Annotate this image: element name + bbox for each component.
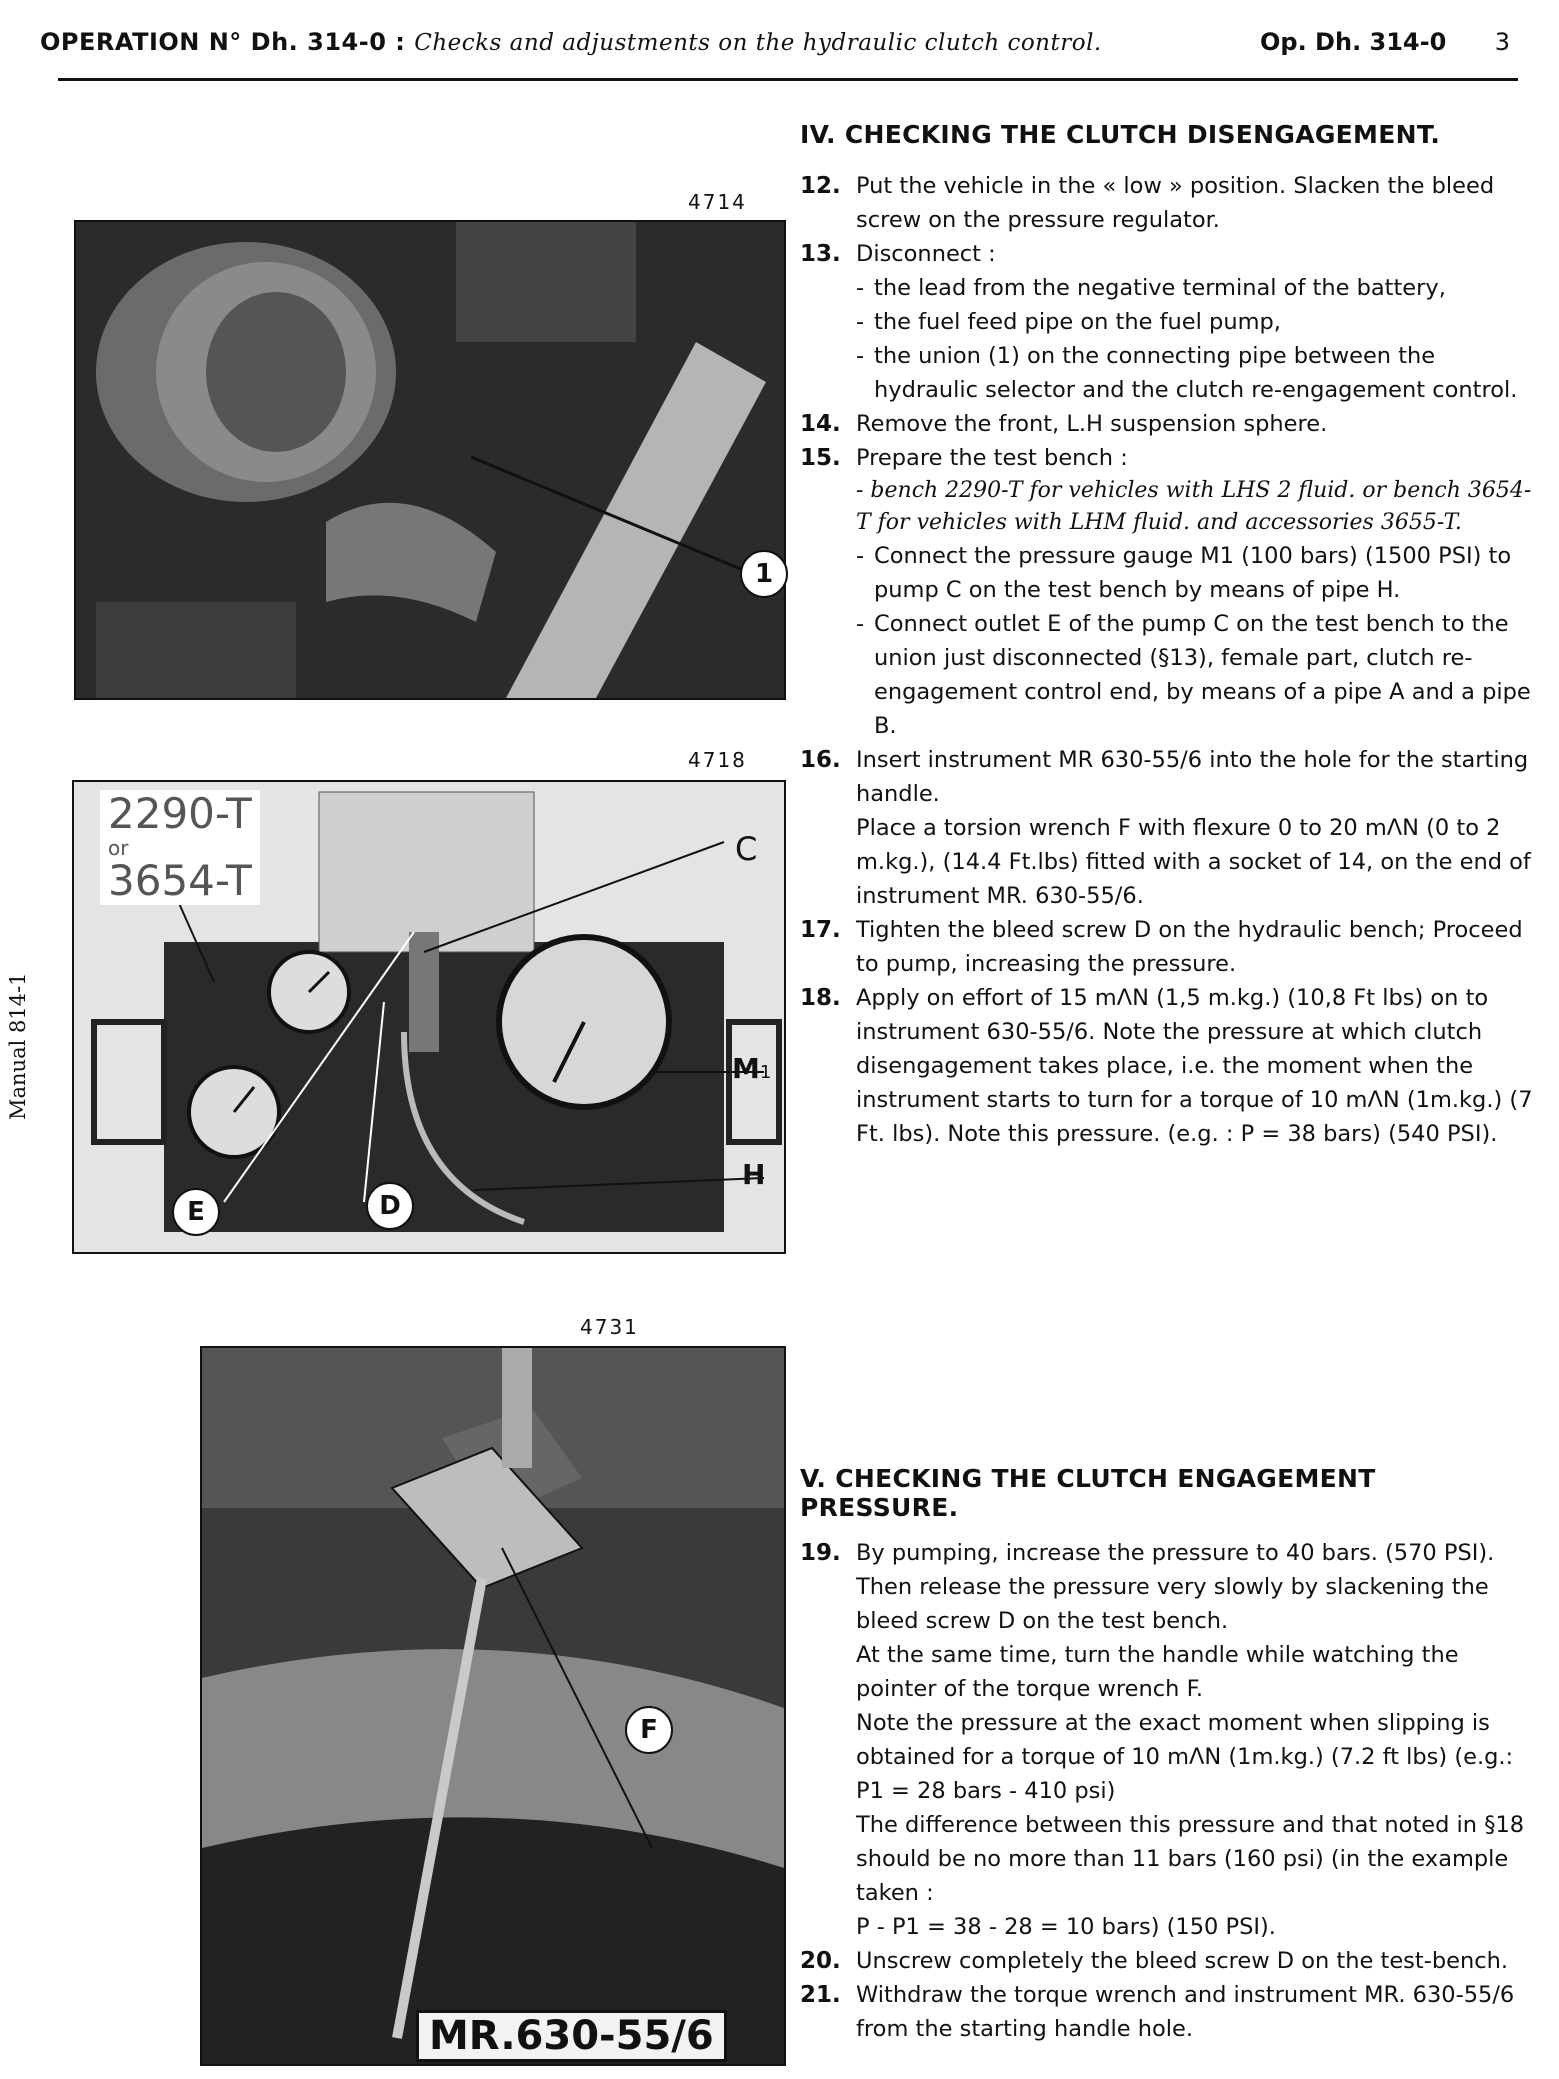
section-iv-heading: IV. CHECKING THE CLUTCH DISENGAGEMENT.	[800, 120, 1441, 149]
callout-d: D	[366, 1182, 414, 1230]
list-item: - the lead from the negative terminal of the battery,	[856, 275, 1446, 301]
callout-1: 1	[740, 550, 788, 598]
step-20	[800, 1944, 1540, 1978]
step-number: 16.	[800, 747, 841, 773]
label-h: H	[742, 1158, 766, 1191]
label-c: C	[735, 830, 758, 868]
step-number: 13.	[800, 241, 841, 267]
list-item-text: the fuel feed pipe on the fuel pump,	[874, 309, 1281, 335]
step-number: 21.	[800, 1982, 841, 2008]
step-16	[800, 743, 1540, 913]
bench-number-alt: 3654-T	[108, 856, 252, 906]
step-text: Put the vehicle in the « low » position. Slacken the bleed screw on the pressure regulator.	[856, 173, 1495, 233]
label-m1-text: M	[732, 1052, 760, 1085]
list-item-text: the lead from the negative terminal of the battery,	[874, 275, 1446, 301]
step-number: 20.	[800, 1948, 841, 1974]
callout-f: F	[625, 1706, 673, 1754]
figure-photo-engine	[74, 220, 786, 700]
section-iv	[800, 120, 1540, 1151]
step-text: Apply on effort of 15 mΛN (1,5 m.kg.) (10,8 Ft lbs) on to instrument 630-55/6. Note the pressure at which clutch disengagement takes place, i.e. the moment when the instrument starts to turn for a torque of 10 mΛN (1m.kg.) (7 Ft. lbs). Note this pressure. (e.g. : P = 38 bars) (540 PSI).	[856, 985, 1533, 1147]
figure-photo-torque-wrench	[200, 1346, 786, 2066]
figure-number: 4718	[688, 748, 747, 772]
step-text: Disconnect :	[856, 241, 996, 267]
step-15	[800, 441, 1540, 743]
step-text: By pumping, increase the pressure to 40 bars. (570 PSI). Then release the pressure very slowly by slackening the bleed screw D on the test bench.	[856, 1540, 1495, 1634]
step-number: 12.	[800, 173, 841, 199]
label-m1	[732, 1052, 771, 1085]
engine-photo-illustration	[76, 222, 784, 698]
step-text: Remove the front, L.H suspension sphere.	[856, 411, 1328, 437]
step-12	[800, 169, 1540, 237]
torque-wrench-illustration	[202, 1348, 784, 2064]
step-paragraph: The difference between this pressure and that noted in §18 should be no more than 11 bars (160 psi) (in the example taken :	[856, 1812, 1525, 1906]
step-number: 18.	[800, 985, 841, 1011]
operation-title	[40, 28, 1102, 56]
step-18	[800, 981, 1540, 1151]
step-paragraph: P - P1 = 38 - 28 = 10 bars) (150 PSI).	[856, 1914, 1276, 1940]
step-21	[800, 1978, 1540, 2046]
step-text: Tighten the bleed screw D on the hydraulic bench; Proceed to pump, increasing the pressure.	[856, 917, 1523, 977]
bench-number-or: or	[108, 836, 129, 861]
bench-specification: - bench 2290-T for vehicles with LHS 2 fluid. or bench 3654-T for vehicles with LHM fluid. and accessories 3655-T.	[856, 478, 1532, 535]
section-v	[800, 1464, 1540, 2046]
section-v-heading: V. CHECKING THE CLUTCH ENGAGEMENT PRESSURE.	[800, 1464, 1376, 1522]
label-m1-sub: 1	[759, 1062, 772, 1083]
step-number: 14.	[800, 411, 841, 437]
step-text: Insert instrument MR 630-55/6 into the hole for the starting handle.	[856, 747, 1529, 807]
list-item: - Connect the pressure gauge M1 (100 bars) (1500 PSI) to pump C on the test bench by means of pipe H.	[856, 543, 1512, 603]
step-19	[800, 1536, 1540, 1944]
manual-side-label: Manual 814-1	[6, 972, 30, 1120]
step-17	[800, 913, 1540, 981]
list-item-text: Connect outlet E of the pump C on the test bench to the union just disconnected (§13), female part, clutch re-engagement control end, by means of a pipe A and a pipe B.	[874, 611, 1531, 739]
bench-number-main: 2290-T	[108, 789, 252, 838]
page-number: 3	[1494, 28, 1510, 56]
step-text: Unscrew completely the bleed screw D on the test-bench.	[856, 1948, 1508, 1974]
operation-description: Checks and adjustments on the hydraulic clutch control.	[414, 30, 1102, 56]
header-rule	[58, 78, 1518, 81]
figure-number: 4731	[580, 1315, 639, 1339]
list-item: - Connect outlet E of the pump C on the test bench to the union just disconnected (§13), female part, clutch re-engagement control end, by means of a pipe A and a pipe B.	[856, 611, 1531, 739]
list-item-text: the union (1) on the connecting pipe between the hydraulic selector and the clutch re-engagement control.	[874, 343, 1518, 403]
step-text: Withdraw the torque wrench and instrument MR. 630-55/6 from the starting handle hole.	[856, 1982, 1515, 2042]
list-item-text: Connect the pressure gauge M1 (100 bars) (1500 PSI) to pump C on the test bench by means of pipe H.	[874, 543, 1512, 603]
page-header	[40, 22, 1520, 62]
step-paragraph: Place a torsion wrench F with flexure 0 to 20 mΛN (0 to 2 m.kg.), (14.4 Ft.lbs) fitted with a socket of 14, on the end of instrument MR. 630-55/6.	[856, 815, 1531, 909]
step-number: 19.	[800, 1540, 841, 1566]
list-item: - the fuel feed pipe on the fuel pump,	[856, 309, 1281, 335]
operation-ref: Op. Dh. 314-0	[1260, 28, 1447, 56]
list-item: - the union (1) on the connecting pipe between the hydraulic selector and the clutch re-engagement control.	[856, 343, 1518, 403]
step-number: 17.	[800, 917, 841, 943]
callout-e: E	[172, 1188, 220, 1236]
figure-number: 4714	[688, 190, 747, 214]
step-14	[800, 407, 1540, 441]
step-paragraph: At the same time, turn the handle while watching the pointer of the torque wrench F.	[856, 1642, 1459, 1702]
step-number: 15.	[800, 445, 841, 471]
operation-number: OPERATION N° Dh. 314-0 :	[40, 28, 406, 56]
bench-number-plate	[100, 790, 260, 905]
tool-plate: MR.630-55/6	[416, 2010, 727, 2062]
step-13	[800, 237, 1540, 407]
step-text: Prepare the test bench :	[856, 445, 1128, 471]
step-paragraph: Note the pressure at the exact moment when slipping is obtained for a torque of 10 mΛN (1m.kg.) (7.2 ft lbs) (e.g.: P1 = 28 bars - 410 psi)	[856, 1710, 1514, 1804]
